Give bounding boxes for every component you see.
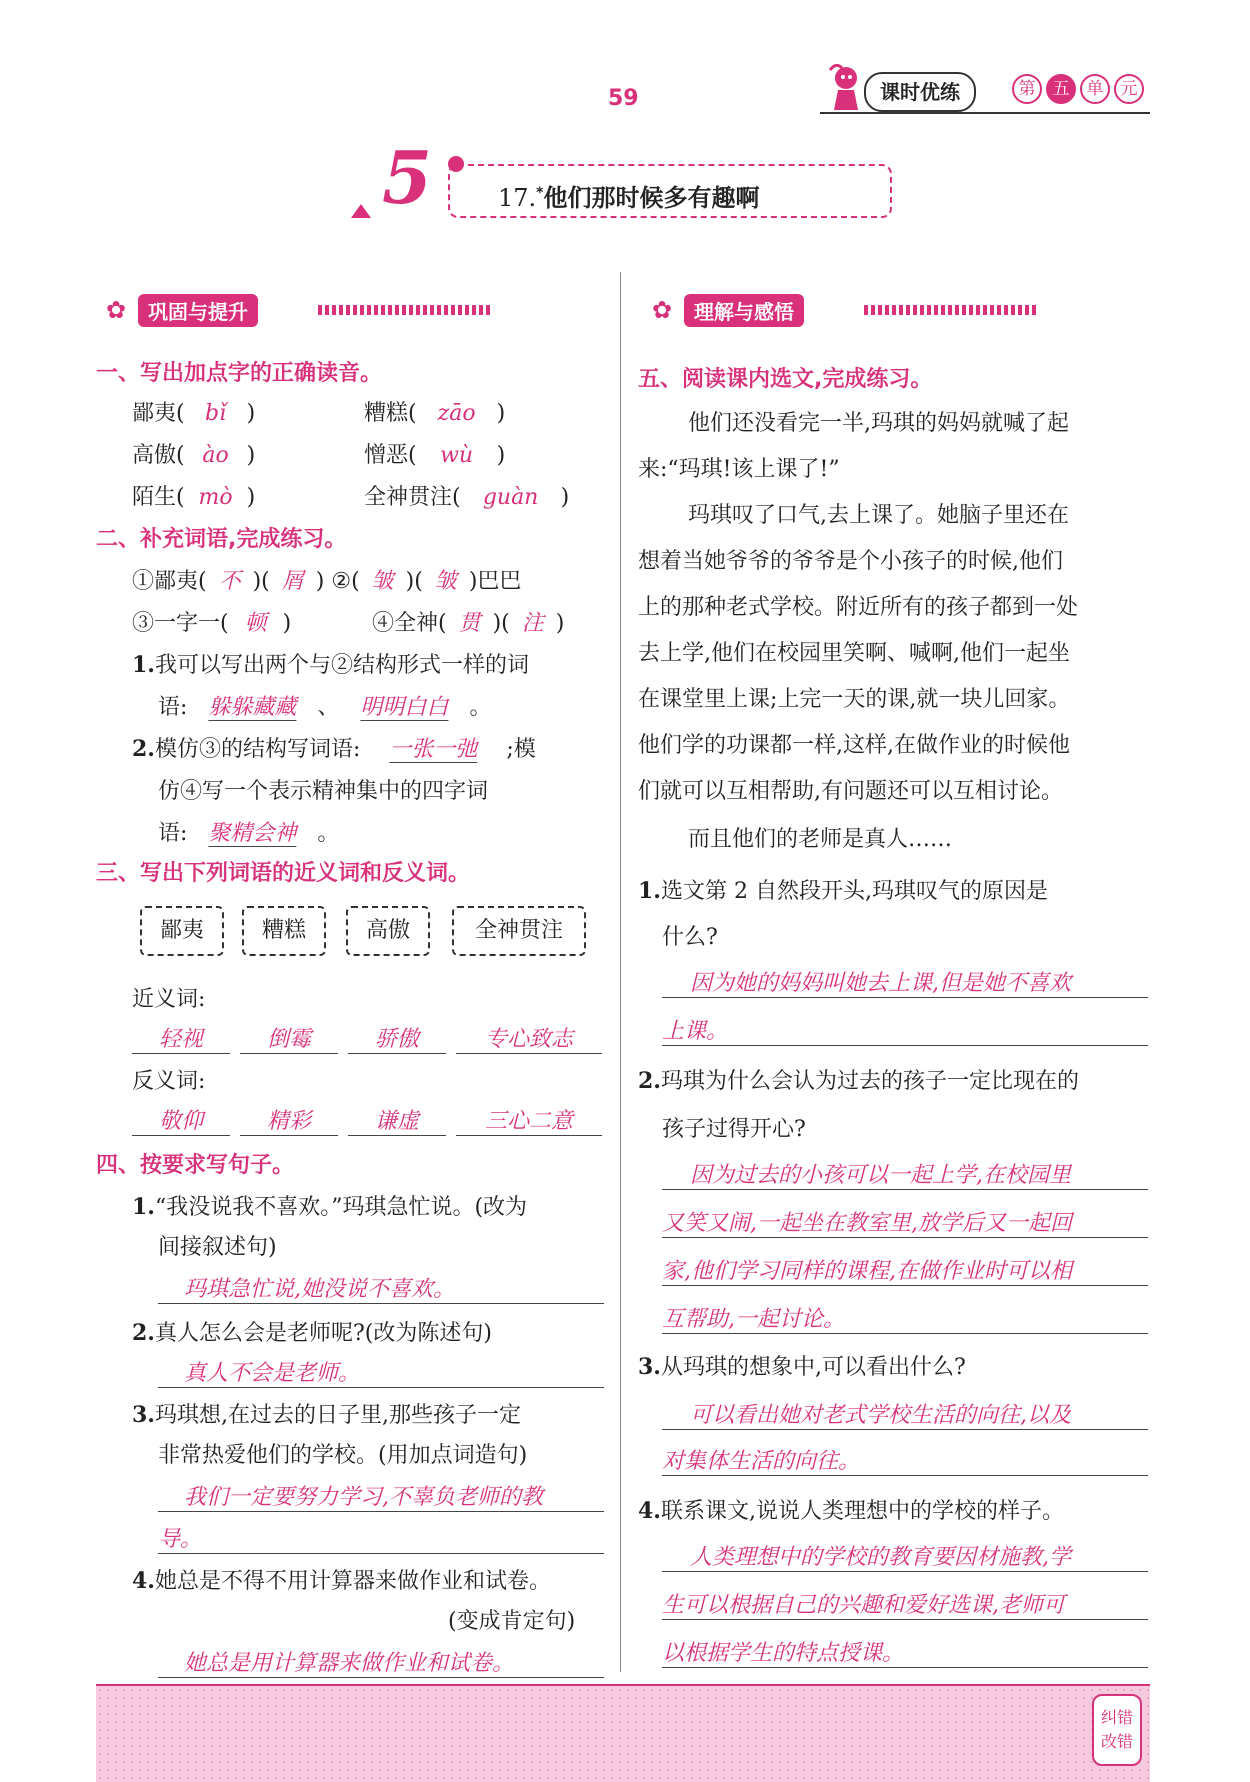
brand-title: 课时优练 [880, 80, 960, 104]
stamp-line: 纠错 [1100, 1708, 1133, 1727]
word-box: 高傲 [346, 906, 430, 956]
word-box: 全神贯注 [452, 906, 586, 956]
triangle-icon [351, 204, 371, 218]
mascot-icon [826, 62, 866, 118]
antonym-label: 反义词: [132, 1069, 206, 1094]
pinyin-item: 憎恶( wù ) [364, 443, 506, 468]
pinyin-item: 糟糕( zāo ) [364, 401, 506, 426]
synonym-label: 近义词: [132, 987, 206, 1012]
question: 3.从玛琪的想象中,可以看出什么? [638, 1354, 966, 1380]
footer-band [96, 1684, 1150, 1782]
banner-label: 巩固与提升 [138, 294, 258, 327]
answer-line: 家,他们学习同样的课程,在做作业时可以相 [662, 1254, 1148, 1286]
answer-line: 导。 [158, 1522, 604, 1554]
answer-line: 玛琪急忙说,她没说不喜欢。 [158, 1272, 604, 1304]
passage-line: 他们学的功课都一样,这样,在做作业的时候他 [638, 733, 1070, 758]
unit-label [1010, 74, 1146, 104]
section-banner-right: ✿ 理解与感悟 [652, 294, 1038, 324]
unit-char: 元 [1114, 74, 1144, 104]
question: 1.我可以写出两个与②结构形式一样的词 [132, 652, 529, 678]
fill-row: ③一字一( 顿 ) [132, 611, 292, 636]
section-title: 三、写出下列词语的近义词和反义词。 [96, 861, 471, 886]
section-title: 四、按要求写句子。 [96, 1153, 295, 1178]
question: 3.玛琪想,在过去的日子里,那些孩子一定 [132, 1402, 521, 1428]
pinyin-item: 鄙夷( bǐ ) [132, 401, 256, 426]
lesson-title [498, 178, 760, 213]
question: 2.玛琪为什么会认为过去的孩子一定比现在的 [638, 1068, 1079, 1094]
passage-line: 想着当她爷爷的爷爷是个小孩子的时候,他们 [638, 549, 1063, 574]
section-banner-left: ✿ 巩固与提升 [106, 294, 492, 324]
passage-line: 他们还没看完一半,玛琪的妈妈就喊了起 [688, 411, 1069, 436]
column-divider [620, 272, 621, 1672]
synonym-answer: 轻视 [132, 1022, 230, 1054]
answer-line: 因为过去的小孩可以一起上学,在校园里 [662, 1158, 1148, 1190]
question: (变成肯定句) [448, 1609, 576, 1634]
synonym-answer: 骄傲 [348, 1022, 446, 1054]
question: 2.模仿③的结构写词语: 一张一弛 ;模 [132, 736, 536, 762]
answer-line: 我们一定要努力学习,不辜负老师的教 [158, 1480, 604, 1512]
pinyin-item: 高傲( ào ) [132, 443, 256, 468]
word-box: 糟糕 [242, 906, 326, 956]
question: 语: 聚精会神 。 [158, 821, 340, 846]
answer-line: 又笑又闹,一起坐在教室里,放学后又一起回 [662, 1206, 1148, 1238]
antonym-answer: 敬仰 [132, 1104, 230, 1136]
answer-line: 因为她的妈妈叫她去上课,但是她不喜欢 [662, 966, 1148, 998]
question: 仿④写一个表示精神集中的四字词 [158, 779, 489, 804]
pinyin-item: 陌生( mò ) [132, 485, 256, 510]
passage-line: 去上学,他们在校园里笑啊、喊啊,他们一起坐 [638, 641, 1070, 666]
question: 语: 躲躲藏藏 、 明明白白 。 [158, 695, 492, 720]
question: 1.选文第 2 自然段开头,玛琪叹气的原因是 [638, 878, 1048, 904]
header-underline [820, 112, 1150, 114]
passage-line: 玛琪叹了口气,去上课了。她脑子里还在 [688, 503, 1069, 528]
synonym-answer: 专心致志 [456, 1022, 602, 1054]
question: 4.她总是不得不用计算器来做作业和试卷。 [132, 1568, 551, 1594]
page-number: 59 [608, 86, 639, 111]
word-box: 鄙夷 [140, 906, 224, 956]
antonym-answer: 三心二意 [456, 1104, 602, 1136]
answer-line: 人类理想中的学校的教育要因材施教,学 [662, 1540, 1148, 1572]
answer-line: 她总是用计算器来做作业和试卷。 [158, 1646, 604, 1678]
section-title: 二、补充词语,完成练习。 [96, 527, 347, 552]
question: 1.“我没说我不喜欢。”玛琪急忙说。(改为 [132, 1194, 528, 1220]
lesson-title-text: 他们那时候多有趣啊 [543, 184, 760, 212]
pinyin-item: 全神贯注( guàn ) [364, 485, 570, 510]
answer-line: 上课。 [662, 1014, 1148, 1046]
answer-line: 可以看出她对老式学校生活的向往,以及 [662, 1398, 1148, 1430]
passage-line: 们就可以互相帮助,有问题还可以互相讨论。 [638, 779, 1063, 804]
passage-line: 上的那种老式学校。附近所有的孩子都到一处 [638, 595, 1079, 620]
banner-label: 理解与感悟 [684, 294, 804, 327]
answer-line: 互帮助,一起讨论。 [662, 1302, 1148, 1334]
lesson-number: 17. [498, 184, 537, 212]
stamp-line: 改错 [1100, 1732, 1133, 1751]
question: 非常热爱他们的学校。(用加点词造句) [158, 1443, 528, 1468]
question: 2.真人怎么会是老师呢?(改为陈述句) [132, 1320, 492, 1346]
antonym-answer: 精彩 [240, 1104, 338, 1136]
synonym-answer: 倒霉 [240, 1022, 338, 1054]
lesson-star: * [536, 185, 544, 201]
unit-digit: 5 [382, 135, 433, 220]
antonym-answer: 谦虚 [348, 1104, 446, 1136]
passage-line: 而且他们的老师是真人…… [688, 827, 953, 852]
passage-line: 在课堂里上课;上完一天的课,就一块儿回家。 [638, 687, 1071, 712]
section-title: 五、阅读课内选文,完成练习。 [638, 367, 933, 392]
fill-row: ①鄙夷( 不 )( 屑 ) ②( 皱 )( 皱 )巴巴 [132, 569, 522, 594]
question: 孩子过得开心? [662, 1117, 806, 1142]
fill-row: ④全神( 贯 )( 注 ) [372, 611, 565, 636]
correction-stamp [1092, 1694, 1142, 1766]
section-title: 一、写出加点字的正确读音。 [96, 361, 383, 386]
answer-line: 真人不会是老师。 [158, 1356, 604, 1388]
answer-line: 生可以根据自己的兴趣和爱好选课,老师可 [662, 1588, 1148, 1620]
passage-line: 来:“玛琪!该上课了!” [638, 457, 840, 482]
question: 间接叙述句) [158, 1235, 277, 1260]
unit-char: 第 [1012, 74, 1042, 104]
answer-line: 以根据学生的特点授课。 [662, 1636, 1148, 1668]
question: 什么? [662, 925, 718, 950]
unit-char: 五 [1046, 74, 1076, 104]
unit-char: 单 [1080, 74, 1110, 104]
answer-line: 对集体生活的向往。 [662, 1444, 1148, 1476]
brand-badge [864, 72, 976, 112]
question: 4.联系课文,说说人类理想中的学校的样子。 [638, 1498, 1064, 1524]
